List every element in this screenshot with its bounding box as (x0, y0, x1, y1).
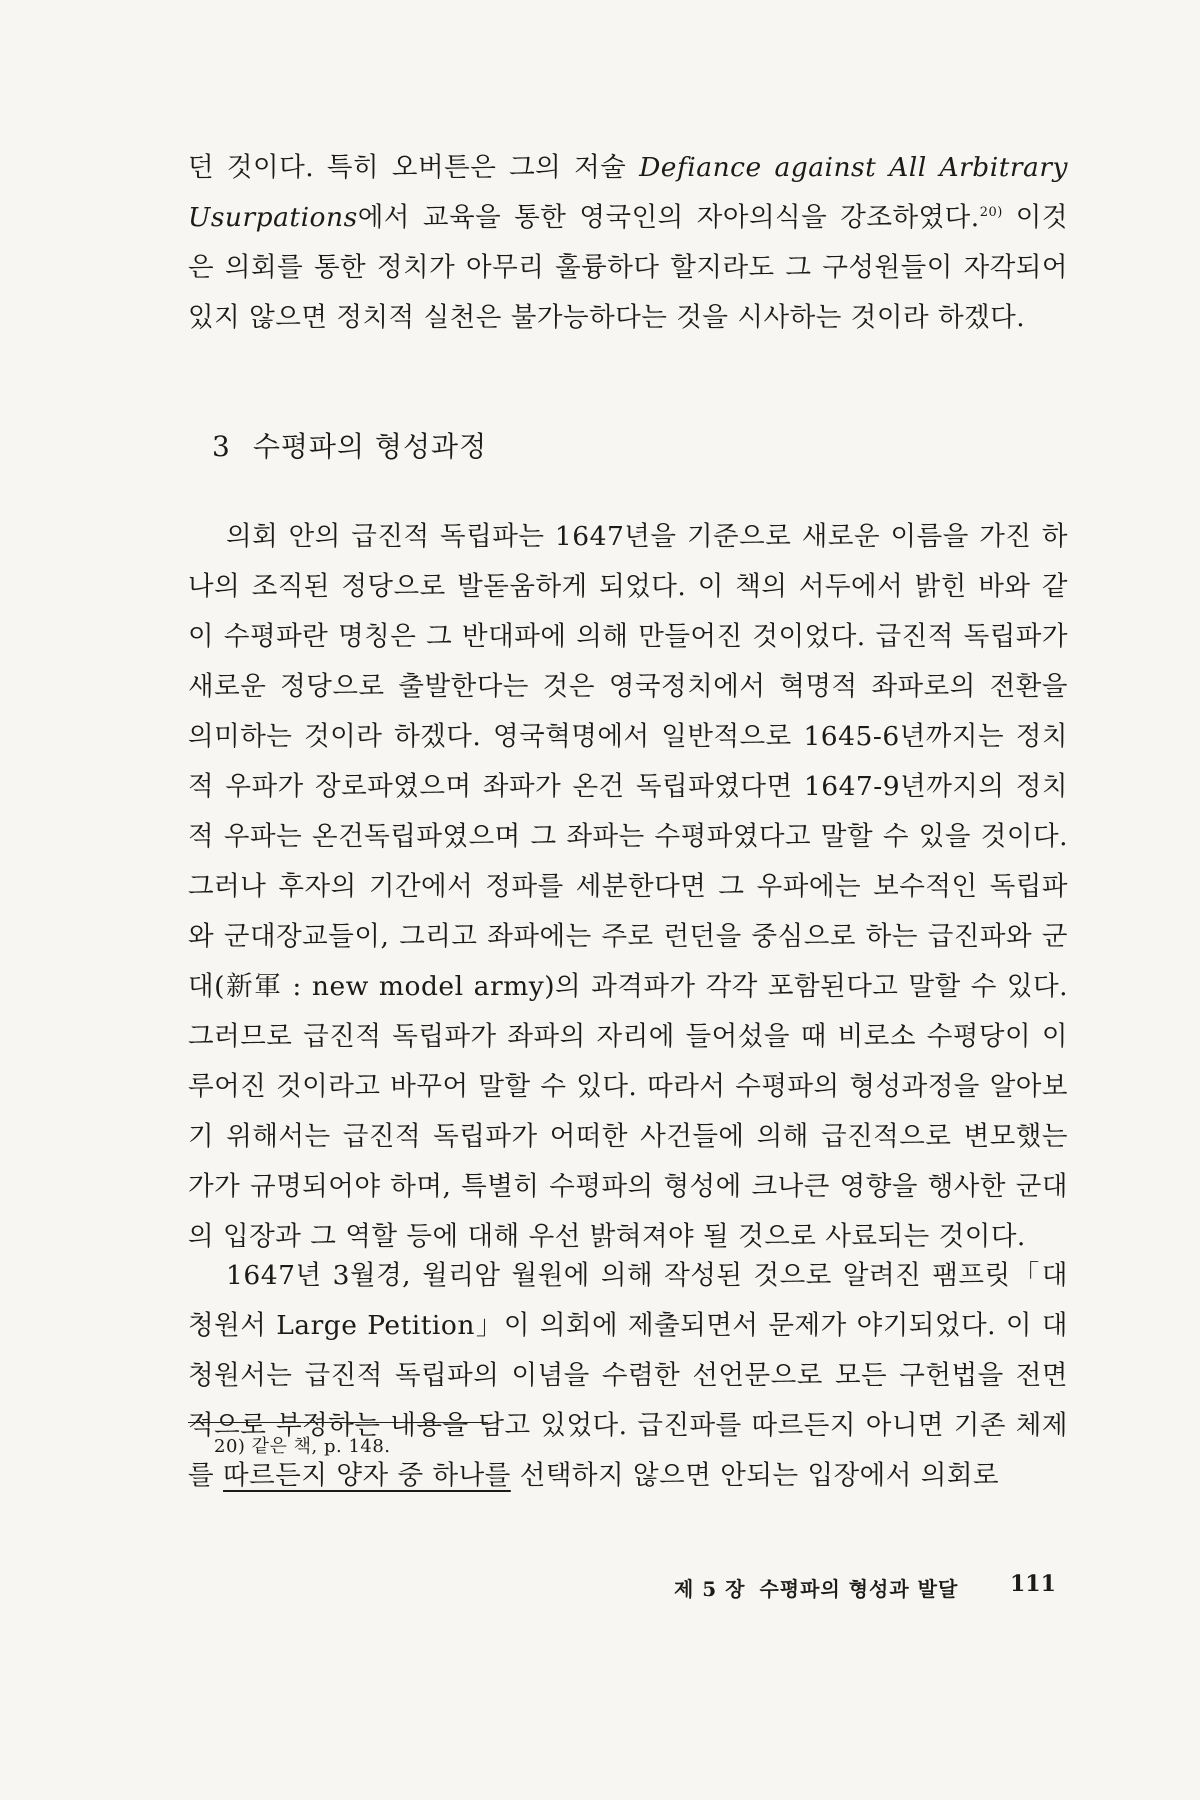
footnote-divider (188, 1422, 488, 1423)
footnote: 20) 같은 책, p. 148. (214, 1436, 391, 1457)
paragraph-3-text-b: 선택하지 않으면 안되는 입장에서 의회로 (510, 1460, 1000, 1491)
paragraph-2: 의회 안의 급진적 독립파는 1647년을 기준으로 새로운 이름을 가진 하나의 조직된 정당으로 발돋움하게 되었다. 이 책의 서두에서 밝힌 바와 같이 수평파란 명칭은 그 반대파에 의해 만들어진 것이었다. 급진적 독립파가 새로운 정당으로 출발한다는 것은 영국정치에서 혁명적 좌파로의 전환을 의미하는 것이라 하겠다. 영국혁명에서 일반적으로 1645-6년까지는 정치적 우파가 장로파였으며 좌파가 온건 독립파였다면 1647-9년까지의 정치적 우파는 온건독립파였으며 그 좌파는 수평파였다고 말할 수 있을 것이다. 그러나 후자의 기간에서 정파를 세분한다면 그 우파에는 보수적인 독립파와 군대장교들이, 그리고 좌파에는 주로 런던을 중심으로 하는 급진파와 군대(新軍 : new model army)의 과격파가 각각 포함된다고 말할 수 있다. 그러므로 급진적 독립파가 좌파의 자리에 들어섰을 때 비로소 수평당이 이루어진 것이라고 바꾸어 말할 수 있다. 따라서 수평파의 형성과정을 알아보기 위해서는 급진적 독립파가 어떠한 사건들에 의해 급진적으로 변모했는가가 규명되어야 하며, 특별히 수평파의 형성에 크나큰 영향을 행사한 군대의 입장과 그 역할 등에 대해 우선 밝혀져야 될 것으로 사료되는 것이다. (188, 521, 1068, 1252)
section-heading (212, 425, 487, 465)
book-title-italic: Defiance against All Arbitrary Usurpations (188, 152, 1068, 233)
paragraph-1-text-a: 던 것이다. 특히 오버튼은 그의 저술 (188, 152, 640, 183)
section-number: 3 (212, 430, 231, 463)
paragraph-1-text-c: 이것은 의회를 통한 정치가 아무리 훌륭하다 할지라도 그 구성원들이 자각되어 있지 않으면 정치적 실천은 불가능하다는 것을 시사하는 것이라 하겠다. (188, 202, 1069, 333)
paragraph-3-text-a: 1647년 3월경, 윌리암 월원에 의해 작성된 것으로 알려진 팸프릿「대청원서 Large Petition」이 의회에 제출되면서 문제가 야기되었다. 이 대청원서는 급진적 독립파의 이념을 수렴한 선언문으로 모든 구헌법을 전면적으로 부정하는 내용을 담고 있었다. 급진파를 따르든지 아니면 기존 체제를 (188, 1260, 1068, 1491)
page-number: 111 (1010, 1571, 1056, 1597)
paragraph-1 (188, 143, 1068, 343)
running-head-chapter: 제 5 장 (674, 1577, 746, 1601)
footnote-reference: 20) (979, 205, 1003, 221)
paragraph-3 (188, 1251, 1068, 1501)
running-head-title: 수평파의 형성과 발달 (759, 1577, 959, 1601)
section-title: 수평파의 형성과정 (252, 430, 488, 463)
paragraph-1-text-b: 에서 교육을 통한 영국인의 자아의식을 강조하였다. (357, 202, 980, 233)
running-head (674, 1573, 958, 1602)
paragraph-3-underlined: 따르든지 양자 중 하나를 (223, 1460, 511, 1491)
